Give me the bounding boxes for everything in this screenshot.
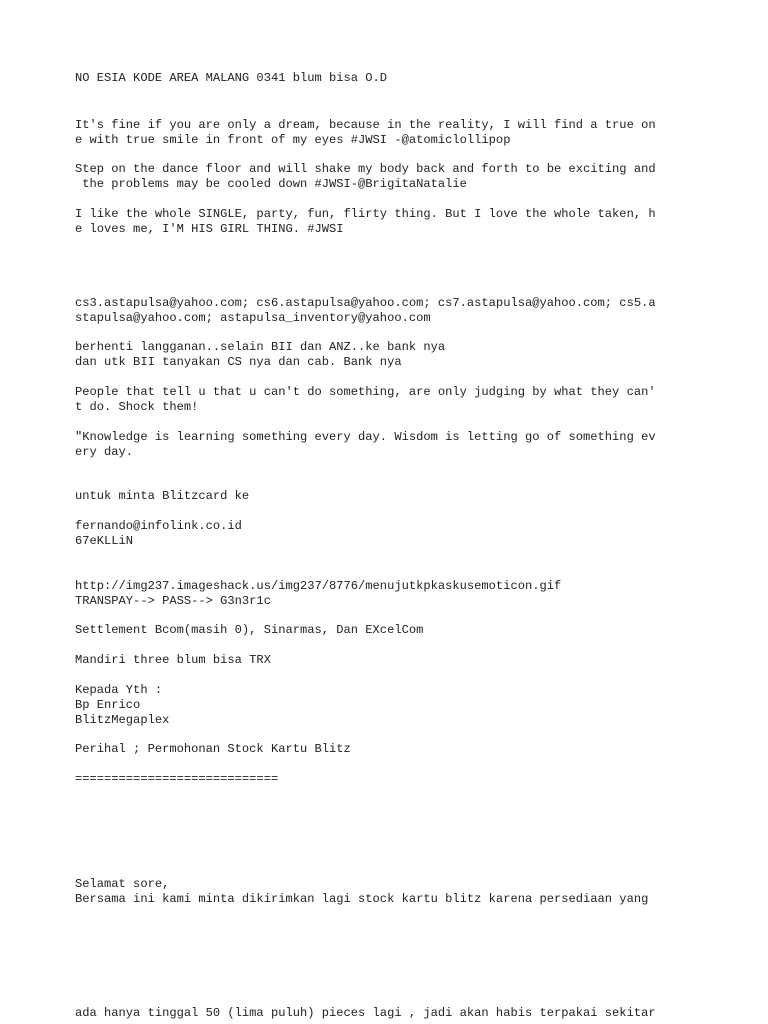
text-line: Bp Enrico xyxy=(75,698,141,712)
text-line: Step on the dance floor and will shake my body back and forth to be exciting and xyxy=(75,162,656,176)
text-line: Selamat sore, xyxy=(75,877,170,891)
text-line: e loves me, I'M HIS GIRL THING. #JWSI xyxy=(75,222,344,236)
text-line: BlitzMegaplex xyxy=(75,713,170,727)
divider-line: ============================ xyxy=(75,772,279,786)
text-line: NO ESIA KODE AREA MALANG 0341 blum bisa O.D xyxy=(75,71,388,85)
text-line: Perihal ; Permohonan Stock Kartu Blitz xyxy=(75,742,351,756)
text-line: dan utk BII tanyakan CS nya dan cab. Bank nya xyxy=(75,355,402,369)
text-line: t do. Shock them! xyxy=(75,400,199,414)
text-line: stapulsa@yahoo.com; astapulsa_inventory@yahoo.com xyxy=(75,311,431,325)
text-line: People that tell u that u can't do something, are only judging by what they can' xyxy=(75,385,656,399)
text-line: TRANSPAY--> PASS--> G3n3r1c xyxy=(75,594,271,608)
text-line: the problems may be cooled down #JWSI-@BrigitaNatalie xyxy=(75,177,467,191)
text-line: 67eKLLiN xyxy=(75,534,134,548)
text-line: Bersama ini kami minta dikirimkan lagi stock kartu blitz karena persediaan yang xyxy=(75,892,649,906)
text-line: http://img237.imageshack.us/img237/8776/menujutkpkaskusemoticon.gif xyxy=(75,579,562,593)
text-line: untuk minta Blitzcard ke xyxy=(75,489,250,503)
text-line: cs3.astapulsa@yahoo.com; cs6.astapulsa@yahoo.com; cs7.astapulsa@yahoo.com; cs5.a xyxy=(75,296,656,310)
text-line: ada hanya tinggal 50 (lima puluh) pieces lagi , jadi akan habis terpakai sekitar xyxy=(75,1006,656,1020)
text-line: Settlement Bcom(masih 0), Sinarmas, Dan EXcelCom xyxy=(75,623,424,637)
text-line: "Knowledge is learning something every day. Wisdom is letting go of something ev xyxy=(75,430,656,444)
text-line: I like the whole SINGLE, party, fun, flirty thing. But I love the whole taken, h xyxy=(75,207,656,221)
text-line: berhenti langganan..selain BII dan ANZ..ke bank nya xyxy=(75,340,446,354)
text-line: fernando@infolink.co.id xyxy=(75,519,242,533)
text-line: e with true smile in front of my eyes #JWSI -@atomiclollipop xyxy=(75,133,511,147)
text-line: Kepada Yth : xyxy=(75,683,163,697)
text-line: ery day. xyxy=(75,445,134,459)
text-line: It's fine if you are only a dream, because in the reality, I will find a true on xyxy=(75,118,656,132)
text-line: Mandiri three blum bisa TRX xyxy=(75,653,271,667)
